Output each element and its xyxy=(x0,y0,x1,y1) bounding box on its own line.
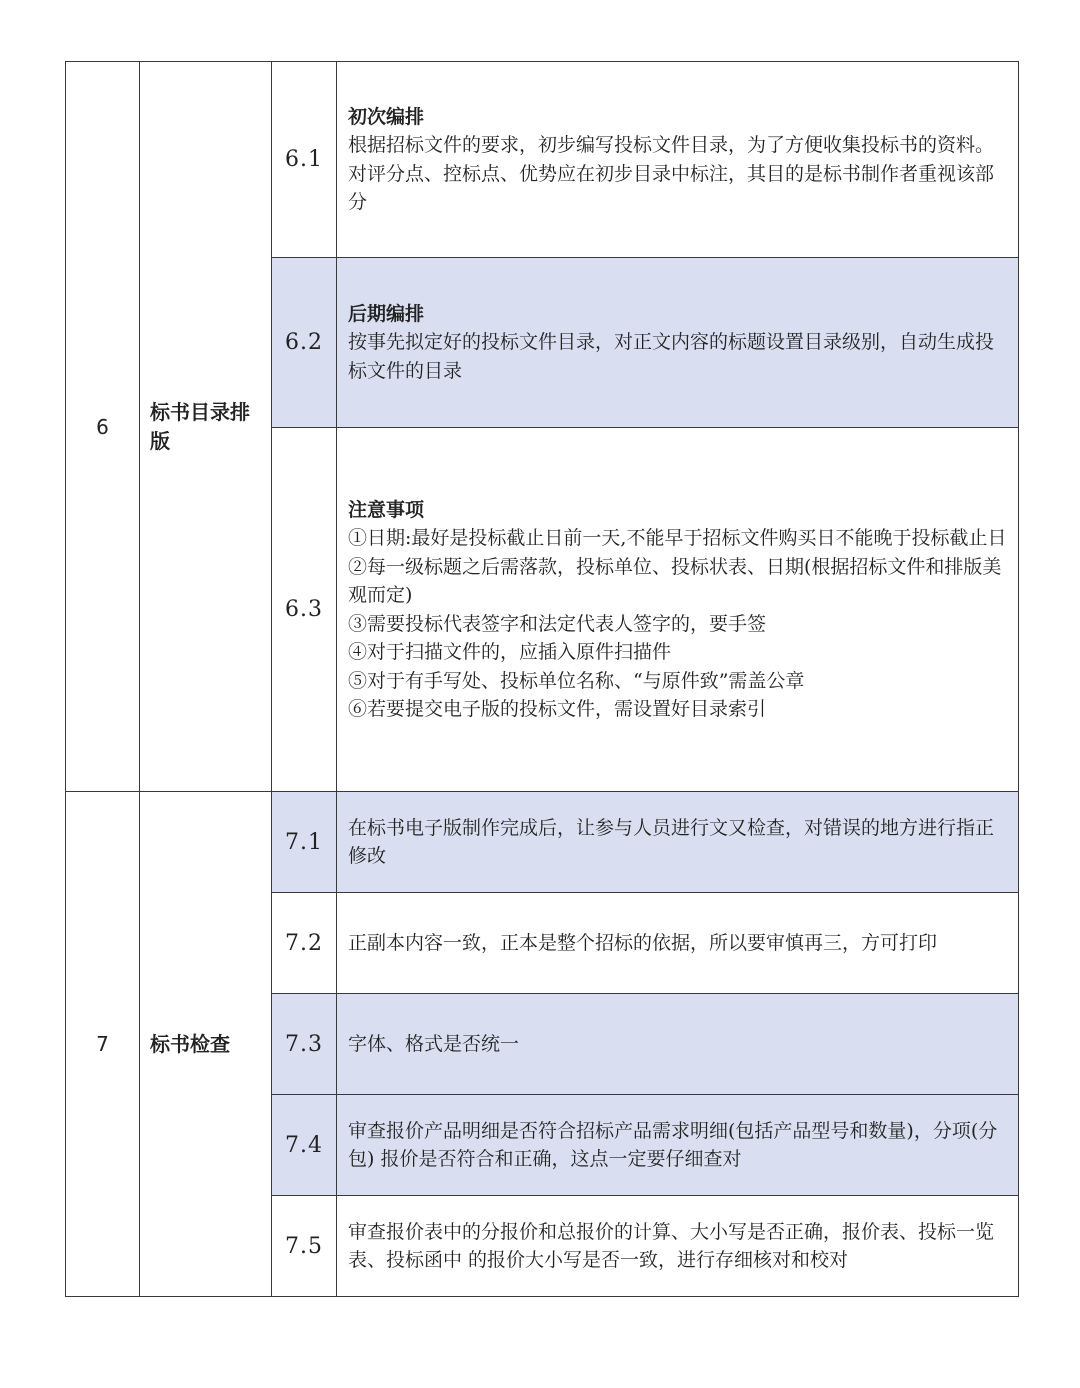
list-item: ③需要投标代表签字和法定代表人签字的，要手签 xyxy=(348,612,767,635)
item-code: 7.1 xyxy=(272,792,337,893)
section-number: 7 xyxy=(66,792,140,1297)
item-text: 审查报价表中的分报价和总报价的计算、大小写是否正确，报价表、投标一览表、投标函中 的报价大小写是否一致，进行存细核对和校对 xyxy=(337,1196,1019,1297)
item-code: 7.2 xyxy=(272,893,337,994)
item-content xyxy=(337,258,1019,428)
item-text: 审查报价产品明细是否符合招标产品需求明细(包括产品型号和数量)，分项(分包) 报价是否符合和正确，这点一定要仔细查对 xyxy=(337,1095,1019,1196)
list-item: ⑥若要提交电子版的投标文件，需设置好目录索引 xyxy=(348,698,767,720)
list-item: ②每一级标题之后需落款，投标单位、投标状表、日期(根据招标文件和排版美观而定) xyxy=(348,555,1002,606)
item-code: 6.1 xyxy=(272,62,337,258)
section-title: 标书目录排版 xyxy=(140,62,272,792)
item-text: 正副本内容一致，正本是整个招标的依据，所以要审慎再三，方可打印 xyxy=(337,893,1019,994)
list-item: ④对于扫描文件的，应插入原件扫描件 xyxy=(348,641,672,663)
item-heading: 初次编排 xyxy=(348,105,425,128)
section-title: 标书检查 xyxy=(140,792,272,1297)
list-item: ①日期:最好是投标截止日前一天,不能早于招标文件购买日不能晚于投标截止日 xyxy=(348,527,1007,549)
item-code: 7.4 xyxy=(272,1095,337,1196)
item-code: 6.3 xyxy=(272,428,337,792)
item-content xyxy=(337,62,1019,258)
item-code: 6.2 xyxy=(272,258,337,428)
item-code: 7.5 xyxy=(272,1196,337,1297)
item-heading: 后期编排 xyxy=(348,302,425,325)
item-heading: 注意事项 xyxy=(348,498,425,521)
item-text: 根据招标文件的要求，初步编写投标文件目录，为了方便收集投标书的资料。对评分点、控标点、优势应在初步目录中标注，其目的是标书制作者重视该部分 xyxy=(348,134,995,213)
item-content xyxy=(337,428,1019,792)
list-item: ⑤对于有手写处、投标单位名称、“与原件致”需盖公章 xyxy=(348,669,805,692)
table-row xyxy=(66,62,1019,258)
section-number: 6 xyxy=(66,62,140,792)
item-text: 字体、格式是否统一 xyxy=(337,994,1019,1095)
document-table xyxy=(65,61,1019,1297)
item-code: 7.3 xyxy=(272,994,337,1095)
item-text: 在标书电子版制作完成后，让参与人员进行文又检查，对错误的地方进行指正修改 xyxy=(337,792,1019,893)
item-text: 按事先拟定好的投标文件目录，对正文内容的标题设置目录级别，自动生成投标文件的目录 xyxy=(348,331,995,382)
table-row xyxy=(66,792,1019,893)
